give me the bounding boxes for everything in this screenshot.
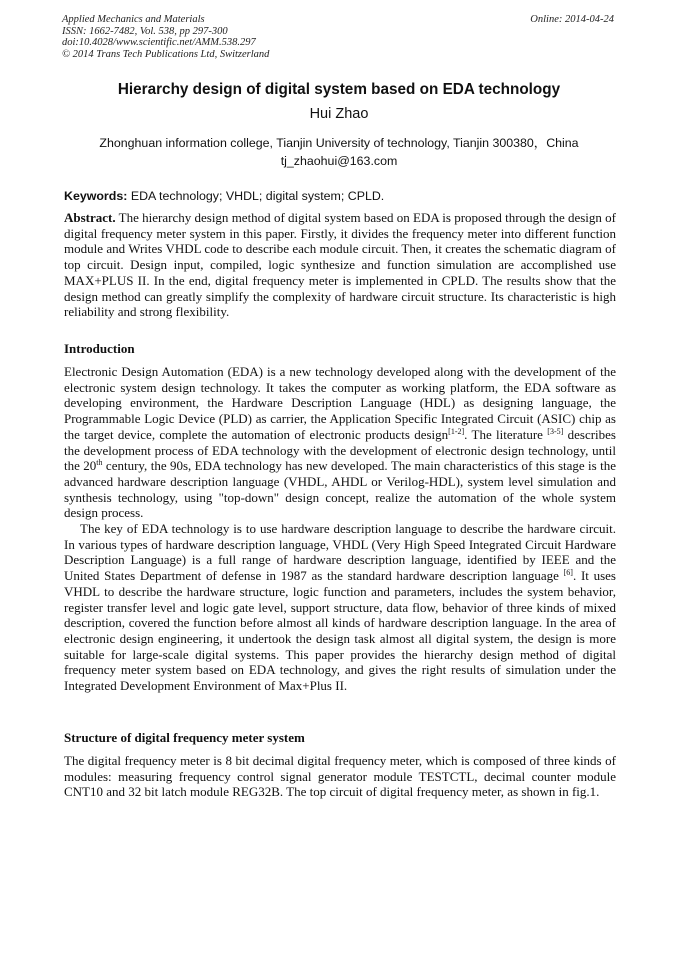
intro-p1-text-a: Electronic Design Automation (EDA) is a new technology developed along with the development of the electronic system design technology. It takes the computer as working platform, the EDA software as developing environment, the Hardware Description Language (HDL) as designing language, the Programmable Logic Device (PLD) as carrier, the Application Specific Integrated Circuit (ASIC) chip as the target device, complete the automation of electronic products design (64, 364, 616, 442)
citation-6: [6] (563, 568, 573, 578)
introduction-heading: Introduction (64, 341, 135, 356)
abstract-text: The hierarchy design method of digital system based on EDA is proposed through the design of digital frequency meter system in this paper. Firstly, it divides the frequency meter into different function module and Writes VHDL code to describe each module circuit. Then, it creates the schematic diagram of top circuit. Design input, compiled, logic synthesize and function simulation are accomplished use MAX+PLUS II. In the end, digital frequency meter is implemented in CPLD. The results show that the design method can greatly simplify the complexity of hardware circuit structure. Its characteristic is high reliability and strong flexibility. (64, 210, 617, 320)
intro-p1-text-c: describes the development process of EDA technology with the development of electronic design technology, until the 20 (64, 426, 616, 474)
paper-title: Hierarchy design of digital system based on EDA technology (117, 81, 561, 98)
copyright-line: © 2014 Trans Tech Publications Ltd, Switzerland (62, 48, 270, 60)
author-email: tj_zhaohui@163.com (280, 154, 398, 168)
keywords-line (64, 189, 616, 203)
citation-1-2: [1-2] (448, 426, 465, 436)
abstract-label: Abstract. (64, 210, 116, 225)
citation-3-5: [3-5] (547, 426, 564, 436)
journal-name: Applied Mechanics and Materials (62, 14, 205, 25)
structure-heading: Structure of digital frequency meter system (64, 730, 305, 745)
keywords-label: Keywords: (64, 189, 128, 203)
journal-header (62, 14, 269, 60)
intro-p1-text-d: century, the 90s, EDA technology has new developed. The main characteristics of this stage is the advanced hardware description language (VHDL, AHDL or Verilog-HDL), system level simulation and synthesis technology, using "top-down" design concept, realize the automation of the whole system design process. (64, 458, 616, 521)
issn-line: ISSN: 1662-7482, Vol. 538, pp 297-300 (62, 25, 228, 37)
introduction-paragraph-1 (64, 364, 616, 521)
intro-p2-text-b: . It uses VHDL to describe the hardware structure, logic function and parameters, includes the system behavior, register transfer level and logic gate level, support structure, data flow, behavior of three kinds of mixed description, covered the function before almost all kinds of hardware description language. In the area of electronic design engineering, it undertook the design task almost all digital system, the design is more suitable for large-scale digital systems. This paper provides the hierarchy design method of digital frequency meter system based on EDA technology, and gives the right results of simulation under the Integrated Development Environment of Max+Plus II. (64, 568, 616, 694)
introduction-paragraph-2 (64, 521, 616, 694)
author-name: Hui Zhao (309, 106, 369, 122)
abstract-paragraph (64, 210, 616, 320)
intro-p1-text-b: . The literature (464, 426, 543, 442)
online-date: Online: 2014-04-24 (530, 14, 614, 25)
doi-line: doi:10.4028/www.scientific.net/AMM.538.297 (62, 37, 256, 48)
intro-p2-text-a: The key of EDA technology is to use hardware description language to describe the hardware circuit. In various types of hardware description language, VHDL (Very High Speed Integrated Circuit Hardware Description Language) is a full range of hardware description language, identified by IEEE and the United States Department of defense in 1987 as the standard hardware description language (64, 521, 616, 584)
keywords-text: EDA technology; VHDL; digital system; CPLD. (130, 189, 385, 203)
superscript-th: th (96, 458, 103, 468)
structure-paragraph: The digital frequency meter is 8 bit decimal digital frequency meter, which is composed of three kinds of modules: measuring frequency control signal generator module TESTCTL, decimal counter module CNT10 and 32 bit latch module REG32B. The top circuit of digital frequency meter, as shown in fig.1. (64, 753, 616, 800)
author-affiliation: Zhonghuan information college, Tianjin University of technology, Tianjin 300380，China (99, 136, 579, 150)
